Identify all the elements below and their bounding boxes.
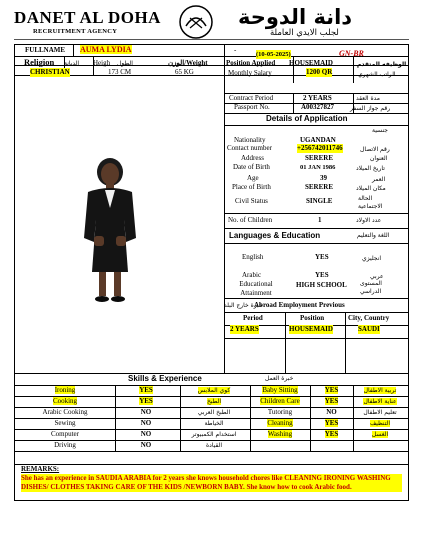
height-label-ar: الطول [117, 60, 133, 67]
english-label-ar: انجليزي [362, 255, 382, 262]
skill-right-0-v [310, 386, 353, 395]
details-section-title: Details of Application [266, 114, 348, 123]
skill-left-0-v [114, 386, 178, 395]
skill-left-4-en: Computer [51, 430, 79, 438]
header-divider [14, 39, 409, 40]
skill-left-4-ar: استخدام الكمبيوتر [191, 431, 237, 438]
arabic-label: Arabic [242, 271, 262, 279]
remarks-box [14, 465, 409, 501]
company-logo-icon [178, 4, 214, 40]
dob-label: Date of Birth [233, 163, 270, 171]
skill-left-5-v: NO [140, 441, 152, 449]
contact-label: Contact number [227, 144, 272, 152]
contact-value: +256742011746 [297, 144, 343, 152]
skill-left-1-ar [180, 397, 248, 406]
civil-status-value: SINGLE [306, 197, 333, 205]
skill-highlight: كوي الملابس [197, 387, 231, 394]
arabic-value: YES [315, 271, 329, 279]
skill-highlight: Washing [267, 430, 293, 438]
pob-label: Place of Birth [232, 183, 271, 191]
dob-label-ar: تاريخ الميلاد [356, 165, 385, 172]
nationality-value: UGANDAN [300, 136, 336, 144]
abroad-section-title-ar: خبرة خارج البلد [224, 302, 263, 309]
skill-highlight: YES [324, 386, 339, 394]
abroad-section-title: Abroad Employment Previous [254, 301, 345, 309]
salary-label: Monthly Salary [228, 69, 272, 77]
children-label: No. of Children [228, 216, 273, 224]
skill-left-1-v [114, 397, 178, 406]
education-value: HIGH SCHOOL [296, 281, 347, 289]
education-label-ar: المستوى الدراسي [360, 280, 382, 295]
dob-value: 01 JAN 1986 [300, 164, 336, 171]
skill-right-3-v [310, 419, 353, 428]
candidate-photo [70, 150, 150, 310]
children-value: 1 [318, 216, 322, 224]
salary-value: 1200 QR [306, 68, 333, 76]
passport-label-ar: رقم جواز السفر [350, 105, 391, 112]
skill-highlight: تربية الاطفال [363, 387, 397, 394]
skill-highlight: عناية الاطفال [363, 398, 397, 405]
application-date: (10-05-2025) [256, 51, 291, 58]
pob-value: SERERE [305, 183, 334, 191]
languages-section-title: Languages & Education [229, 231, 321, 240]
skill-highlight: Baby Sitting [262, 386, 298, 394]
skill-right-2-en: Tutoring [267, 408, 293, 416]
skills-section-title-ar: خبرة العمل [265, 375, 294, 382]
skill-left-3-ar: الخياطة [204, 420, 224, 427]
civil-status-label: Civil Status [235, 197, 268, 205]
skill-right-3-ar [354, 419, 406, 428]
top-dash: - [234, 46, 237, 54]
skill-right-4-en [250, 430, 310, 439]
skill-left-3-v: NO [140, 419, 152, 427]
education-label: Educational Attainment [239, 280, 273, 297]
weight-label: الوزن/Weight [168, 59, 208, 67]
skill-highlight: YES [324, 419, 339, 427]
company-subtitle-ar: لجلب الايدي العاملة [270, 28, 339, 38]
height-label: Heigh [93, 59, 111, 67]
skill-left-2-ar: الطبخ العربي [197, 409, 231, 416]
skill-highlight: Children Care [260, 397, 300, 405]
nationality-label: Nationality [234, 136, 266, 144]
fullname-label: FULLNAME [25, 46, 66, 54]
remarks-label: REMARKS: [21, 465, 60, 473]
position-applied-label-ar: الوظيفه المتقدم [357, 61, 407, 68]
weight-value: 65 KG [175, 68, 194, 76]
english-label: English [242, 253, 264, 261]
skill-highlight: الطبخ [206, 398, 222, 405]
religion-label-ar: الديانة [64, 60, 80, 67]
skills-section-title: Skills & Experience [128, 374, 202, 383]
abroad-position-value: HOUSEMAID [289, 325, 333, 333]
pob-label-ar: مكان الميلاد [356, 185, 386, 192]
contract-value: 2 YEARS [303, 94, 332, 102]
abroad-period-value: 2 YEARS [230, 325, 259, 333]
skill-right-0-ar [354, 386, 406, 395]
arabic-label-ar: عربي [370, 273, 384, 280]
skill-left-1-en [28, 397, 102, 406]
company-name-ar: دانة الدوحة [238, 5, 353, 29]
skill-left-4-v: NO [140, 430, 152, 438]
contract-label-ar: مدة العقد [356, 95, 380, 102]
height-value: 173 CM [108, 68, 132, 76]
abroad-country-header: City, Country [348, 314, 390, 322]
skill-highlight: Cooking [52, 397, 78, 405]
skill-right-4-ar [354, 430, 406, 439]
skill-left-2-en: Arabic Cooking [42, 408, 88, 416]
age-value: 39 [320, 174, 327, 182]
english-value: YES [315, 253, 329, 261]
abroad-country-value: SAUDI [358, 325, 380, 333]
religion-value: CHRISTIAN [30, 68, 70, 76]
age-label-ar: العمر [372, 176, 386, 183]
languages-section-title-ar: اللغة والتعليم [357, 232, 390, 239]
passport-value: A00327827 [301, 103, 335, 111]
skill-highlight: الغسل [371, 431, 389, 438]
address-label-ar: العنوان [370, 155, 388, 162]
skill-right-0-en [250, 386, 310, 395]
skill-left-5-en: Driving [54, 441, 76, 449]
reference-code: GN-BR [339, 49, 364, 58]
skill-highlight: Ironing [54, 386, 76, 394]
nationality-label-ar: جنسية [372, 127, 388, 134]
company-name-en: DANET AL DOHA [14, 8, 161, 27]
skill-right-1-ar [354, 397, 406, 406]
skill-right-1-v [310, 397, 353, 406]
skill-left-2-v: NO [140, 408, 152, 416]
fullname-value: AUMA LYDIA [80, 45, 132, 54]
civil-status-label-ar: الحالة الاجتماعية [358, 195, 383, 210]
skill-highlight: YES [139, 397, 153, 405]
abroad-period-header: Period [243, 314, 263, 322]
passport-label: Passport No. [234, 103, 270, 111]
remarks-text: She has an experience in SAUDIA ARABIA for 2 years she knows household chores like CLEANING IRONING WASHING DISHES/ CLOTHES TAKING CARE OF THE KIDS /NEWBORN BABY. She know how to cook Arabic food. [21, 474, 402, 492]
skill-left-3-en: Sewing [54, 419, 76, 427]
position-applied-value: HOUSEMAID [289, 59, 333, 67]
position-applied-label: Position Applied [226, 59, 276, 67]
skill-highlight: YES [324, 397, 339, 405]
contract-label: Contract Period [229, 94, 274, 102]
skill-highlight: التنظيف [369, 420, 391, 427]
skill-right-4-v [310, 430, 353, 439]
religion-label: Religion [24, 57, 55, 67]
skill-left-0-en [28, 386, 102, 395]
skill-highlight: Cleaning [267, 419, 293, 427]
abroad-position-header: Position [300, 314, 325, 322]
contact-label-ar: رقم الاتصال [360, 146, 390, 153]
skill-right-2-ar: تعليم الاطفال [363, 409, 397, 416]
children-label-ar: عدد الاولاد [356, 217, 382, 224]
skill-highlight: YES [139, 386, 153, 394]
skill-right-1-en [250, 397, 310, 406]
skill-left-0-ar [180, 386, 248, 395]
skill-left-5-ar: القيادة [206, 442, 222, 449]
skill-highlight: YES [324, 430, 339, 438]
skill-right-2-v: NO [326, 408, 337, 416]
salary-label-ar: الراتب الشهري [358, 71, 396, 78]
company-subtitle-en: RECRUITMENT AGENCY [33, 28, 118, 35]
address-label: Address [241, 154, 264, 162]
address-value: SERERE [305, 154, 334, 162]
age-label: Age [247, 174, 259, 182]
skill-right-3-en [250, 419, 310, 428]
